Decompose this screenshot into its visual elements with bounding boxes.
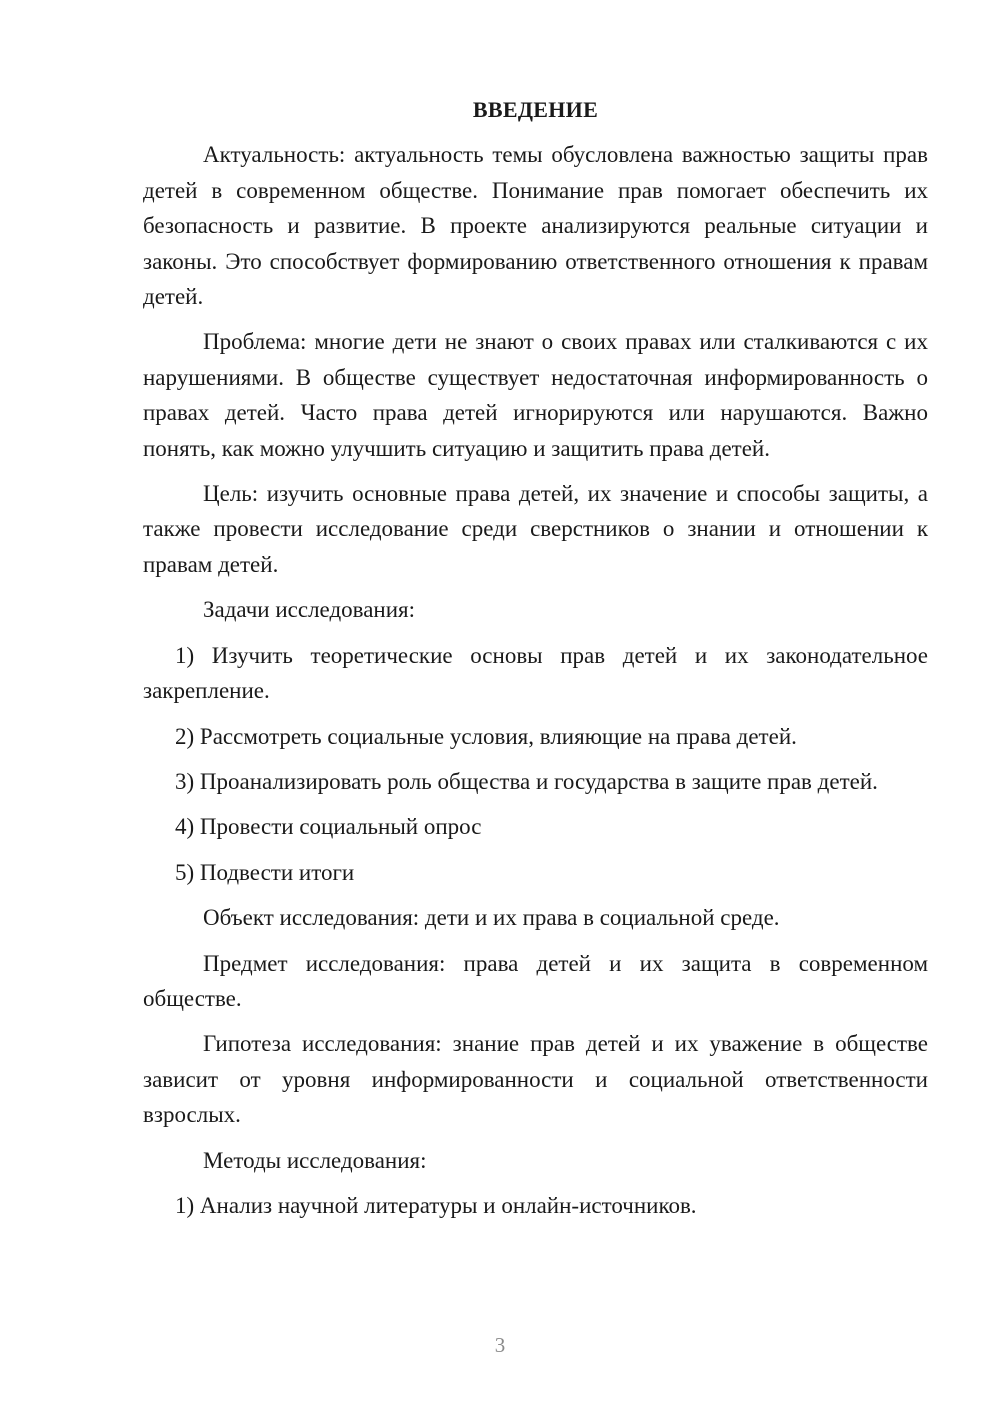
object-paragraph: Объект исследования: дети и их права в социальной среде. <box>203 905 780 931</box>
task-item: 4) Провести социальный опрос <box>175 814 482 840</box>
relevance-paragraph: Актуальность: актуальность темы обусловлена важностью защиты прав детей в современном обществе. Понимание прав помогает обеспечить их безопасность и развитие. В проекте анализируются реальные ситуации и законы. Это способствует формированию ответственного отношения к правам детей. <box>143 142 928 310</box>
document-page <box>143 92 928 1233</box>
tasks-heading: Задачи исследования: <box>203 597 416 623</box>
hypothesis-paragraph: Гипотеза исследования: знание прав детей и их уважение в обществе зависит от уровня информированности и социальной ответственности взрослых. <box>143 1031 928 1128</box>
methods-heading: Методы исследования: <box>203 1147 427 1173</box>
task-item: 5) Подвести итоги <box>175 859 355 885</box>
method-item: 1) Анализ научной литературы и онлайн-источников. <box>175 1192 697 1218</box>
problem-paragraph: Проблема: многие дети не знают о своих правах или сталкиваются с их нарушениями. В обществе существует недостаточная информированность о правах детей. Часто права детей игнорируются или нарушаются. Важно понять, как можно улучшить ситуацию и защитить права детей. <box>143 329 928 461</box>
task-item: 1) Изучить теоретические основы прав детей и их законодательное закрепление. <box>143 642 928 704</box>
goal-paragraph: Цель: изучить основные права детей, их значение и способы защиты, а также провести исследование среди сверстников о знании и отношении к правам детей. <box>143 481 928 577</box>
subject-paragraph: Предмет исследования: права детей и их защита в современном обществе. <box>143 950 928 1011</box>
task-item: 3) Проанализировать роль общества и государства в защите прав детей. <box>175 768 878 794</box>
page-number: 3 <box>494 1333 506 1357</box>
section-title: ВВЕДЕНИЕ <box>472 97 599 122</box>
task-item: 2) Рассмотреть социальные условия, влияющие на права детей. <box>175 723 797 749</box>
